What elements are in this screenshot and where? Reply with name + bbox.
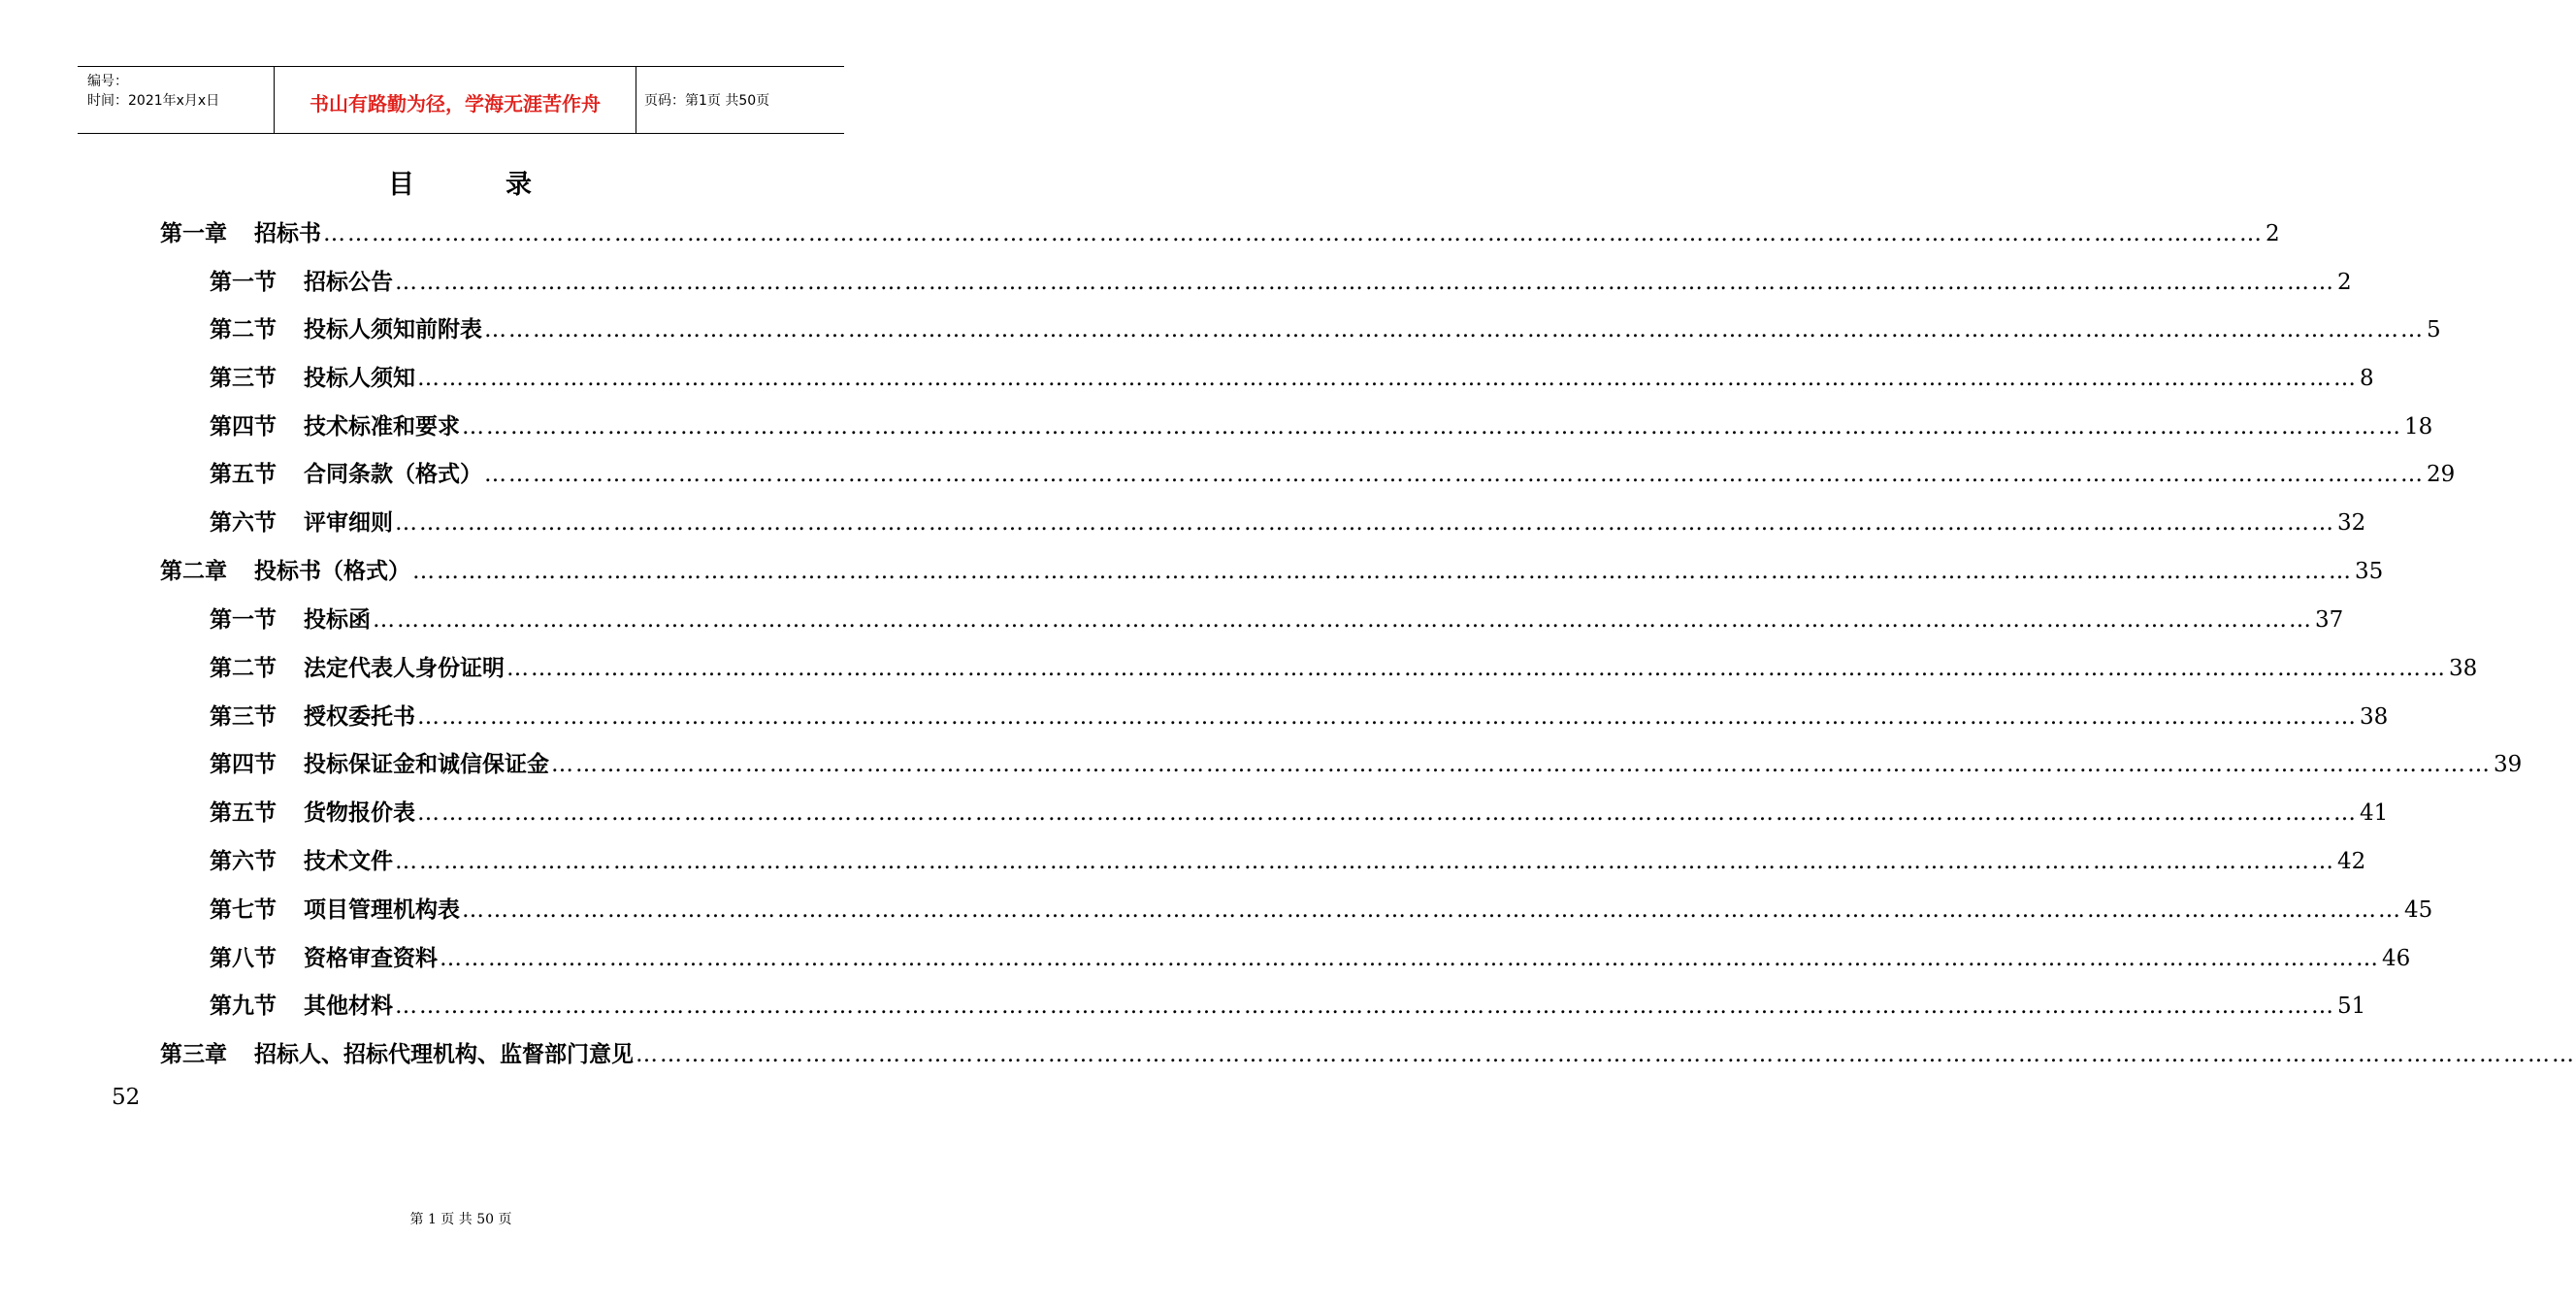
toc-entry-number: 第七节 bbox=[210, 896, 277, 923]
toc-entry-page-number: 42 bbox=[2337, 849, 2366, 874]
toc-dot-leader: …………………………………………………………………………………………………………………………………………………………………………………………………………………… bbox=[417, 800, 2358, 826]
toc-dot-leader: …………………………………………………………………………………………………………………………………………………………………………………………………………………… bbox=[412, 559, 2353, 584]
toc-entry-number: 第四节 bbox=[210, 751, 277, 777]
toc-entry-page-number: 5 bbox=[2427, 317, 2441, 342]
toc-entry-title: 货物报价表 bbox=[304, 799, 415, 826]
toc-section-entry[interactable] bbox=[210, 892, 2433, 923]
toc-entry-page-number: 38 bbox=[2360, 704, 2389, 730]
toc-title-left: 目 bbox=[388, 170, 416, 200]
page-header bbox=[78, 66, 844, 134]
toc-entry-title: 法定代表人身份证明 bbox=[304, 655, 505, 681]
toc-entry-title: 投标函 bbox=[304, 606, 371, 633]
toc-entry-title: 其他材料 bbox=[304, 993, 393, 1019]
toc-section-entry[interactable] bbox=[210, 408, 2433, 440]
toc-entry-page-number: 35 bbox=[2355, 559, 2384, 584]
toc-dot-leader: …………………………………………………………………………………………………………………………………………………………………………………………………………………… bbox=[440, 946, 2380, 971]
toc-section-entry[interactable] bbox=[210, 360, 2374, 391]
toc-dot-leader: …………………………………………………………………………………………………………………………………………………………………………………………………………………… bbox=[462, 897, 2402, 923]
toc-entry-number: 第三节 bbox=[210, 365, 277, 391]
header-motto-cell bbox=[275, 67, 636, 133]
toc-dot-leader: …………………………………………………………………………………………………………………………………………………………………………………………………………………… bbox=[462, 414, 2402, 440]
toc-dot-leader: …………………………………………………………………………………………………………………………………………………………………………………………………………………… bbox=[551, 752, 2492, 777]
toc-entry-title: 投标人须知前附表 bbox=[304, 316, 482, 342]
toc-last-page-number: 52 bbox=[112, 1085, 141, 1110]
toc-section-entry[interactable] bbox=[210, 746, 2523, 777]
toc-entry-page-number: 2 bbox=[2337, 270, 2352, 295]
toc-entry-page-number: 39 bbox=[2494, 752, 2523, 777]
toc-section-entry[interactable] bbox=[210, 650, 2478, 681]
toc-chapter-entry[interactable] bbox=[160, 215, 2280, 246]
toc-entry-page-number: 2 bbox=[2266, 221, 2280, 246]
toc-entry-number: 第三章 bbox=[160, 1041, 227, 1067]
toc-entry-title: 招标书 bbox=[254, 220, 321, 246]
toc-dot-leader: …………………………………………………………………………………………………………………………………………………………………………………………………………………… bbox=[484, 462, 2425, 487]
toc-entry-title: 招标人、招标代理机构、监督部门意见 bbox=[254, 1041, 634, 1067]
toc-dot-leader: …………………………………………………………………………………………………………………………………………………………………………………………………………………… bbox=[395, 510, 2335, 536]
toc-entry-title: 资格审查资料 bbox=[304, 945, 438, 971]
toc-entry-number: 第四节 bbox=[210, 413, 277, 440]
toc-chapter-entry[interactable] bbox=[160, 1036, 2576, 1067]
toc-title bbox=[0, 163, 922, 201]
toc-entry-title: 项目管理机构表 bbox=[304, 896, 460, 923]
toc-entry-page-number: 37 bbox=[2315, 607, 2344, 633]
header-page-info: 页码：第1页 共50页 bbox=[644, 93, 770, 109]
toc-entry-page-number: 41 bbox=[2360, 800, 2389, 826]
toc-section-entry[interactable] bbox=[210, 795, 2389, 826]
toc-entry-number: 第一节 bbox=[210, 606, 277, 633]
header-page-cell bbox=[636, 67, 844, 133]
header-meta-cell bbox=[78, 67, 275, 133]
toc-entry-number: 第一节 bbox=[210, 269, 277, 295]
toc-entry-page-number: 46 bbox=[2382, 946, 2411, 971]
toc-dot-leader: …………………………………………………………………………………………………………………………………………………………………………………………………………………… bbox=[636, 1042, 2576, 1067]
toc-entry-page-number: 8 bbox=[2360, 366, 2374, 391]
toc-entry-number: 第八节 bbox=[210, 945, 277, 971]
toc-entry-title: 投标保证金和诚信保证金 bbox=[304, 751, 549, 777]
date-label: 时间：2021年x月x日 bbox=[87, 93, 220, 109]
toc-dot-leader: …………………………………………………………………………………………………………………………………………………………………………………………………………………… bbox=[417, 704, 2358, 730]
toc-dot-leader: …………………………………………………………………………………………………………………………………………………………………………………………………………………… bbox=[373, 607, 2313, 633]
toc-entry-number: 第一章 bbox=[160, 220, 227, 246]
toc-section-entry[interactable] bbox=[210, 311, 2441, 342]
toc-entry-page-number: 51 bbox=[2337, 994, 2366, 1019]
toc-entry-page-number: 29 bbox=[2427, 462, 2456, 487]
toc-dot-leader: …………………………………………………………………………………………………………………………………………………………………………………………………………………… bbox=[395, 994, 2335, 1019]
toc-section-entry[interactable] bbox=[210, 264, 2352, 295]
toc-section-entry[interactable] bbox=[210, 602, 2344, 633]
page-footer: 第 1 页 共 50 页 bbox=[409, 1212, 512, 1227]
toc-entry-title: 评审细则 bbox=[304, 509, 393, 536]
toc-entry-number: 第二章 bbox=[160, 558, 227, 584]
toc-entry-number: 第五节 bbox=[210, 799, 277, 826]
serial-label: 编号： bbox=[87, 74, 128, 89]
toc-entry-title: 投标书（格式） bbox=[254, 558, 410, 584]
toc-dot-leader: …………………………………………………………………………………………………………………………………………………………………………………………………………………… bbox=[395, 849, 2335, 874]
toc-entry-title: 招标公告 bbox=[304, 269, 393, 295]
toc-entry-page-number: 45 bbox=[2404, 897, 2433, 923]
toc-dot-leader: …………………………………………………………………………………………………………………………………………………………………………………………………………………… bbox=[395, 270, 2335, 295]
toc-entry-number: 第九节 bbox=[210, 993, 277, 1019]
toc-entry-number: 第二节 bbox=[210, 655, 277, 681]
toc-dot-leader: …………………………………………………………………………………………………………………………………………………………………………………………………………………… bbox=[484, 317, 2425, 342]
toc-dot-leader: …………………………………………………………………………………………………………………………………………………………………………………………………………………… bbox=[417, 366, 2358, 391]
toc-section-entry[interactable] bbox=[210, 699, 2389, 730]
toc-section-entry[interactable] bbox=[210, 505, 2366, 536]
toc-section-entry[interactable] bbox=[210, 988, 2366, 1019]
motto-text: 书山有路勤为径，学海无涯苦作舟 bbox=[310, 92, 601, 115]
toc-entry-title: 技术标准和要求 bbox=[304, 413, 460, 440]
toc-entry-title: 技术文件 bbox=[304, 848, 393, 874]
toc-entry-number: 第五节 bbox=[210, 461, 277, 487]
toc-entry-number: 第三节 bbox=[210, 703, 277, 730]
toc-title-right: 录 bbox=[505, 170, 534, 200]
toc-entry-number: 第二节 bbox=[210, 316, 277, 342]
toc-section-entry[interactable] bbox=[210, 843, 2366, 874]
toc-dot-leader: …………………………………………………………………………………………………………………………………………………………………………………………………………………… bbox=[506, 656, 2447, 681]
toc-dot-leader: …………………………………………………………………………………………………………………………………………………………………………………………………………………… bbox=[323, 221, 2264, 246]
toc-entry-page-number: 38 bbox=[2449, 656, 2478, 681]
toc-entry-page-number: 18 bbox=[2404, 414, 2433, 440]
toc-entry-number: 第六节 bbox=[210, 509, 277, 536]
toc-chapter-entry[interactable] bbox=[160, 553, 2384, 584]
toc-section-entry[interactable] bbox=[210, 940, 2411, 971]
toc-entry-number: 第六节 bbox=[210, 848, 277, 874]
toc-entry-title: 合同条款（格式） bbox=[304, 461, 482, 487]
toc-entry-title: 投标人须知 bbox=[304, 365, 415, 391]
toc-entry-page-number: 32 bbox=[2337, 510, 2366, 536]
toc-entry-title: 授权委托书 bbox=[304, 703, 415, 730]
toc-section-entry[interactable] bbox=[210, 456, 2456, 487]
